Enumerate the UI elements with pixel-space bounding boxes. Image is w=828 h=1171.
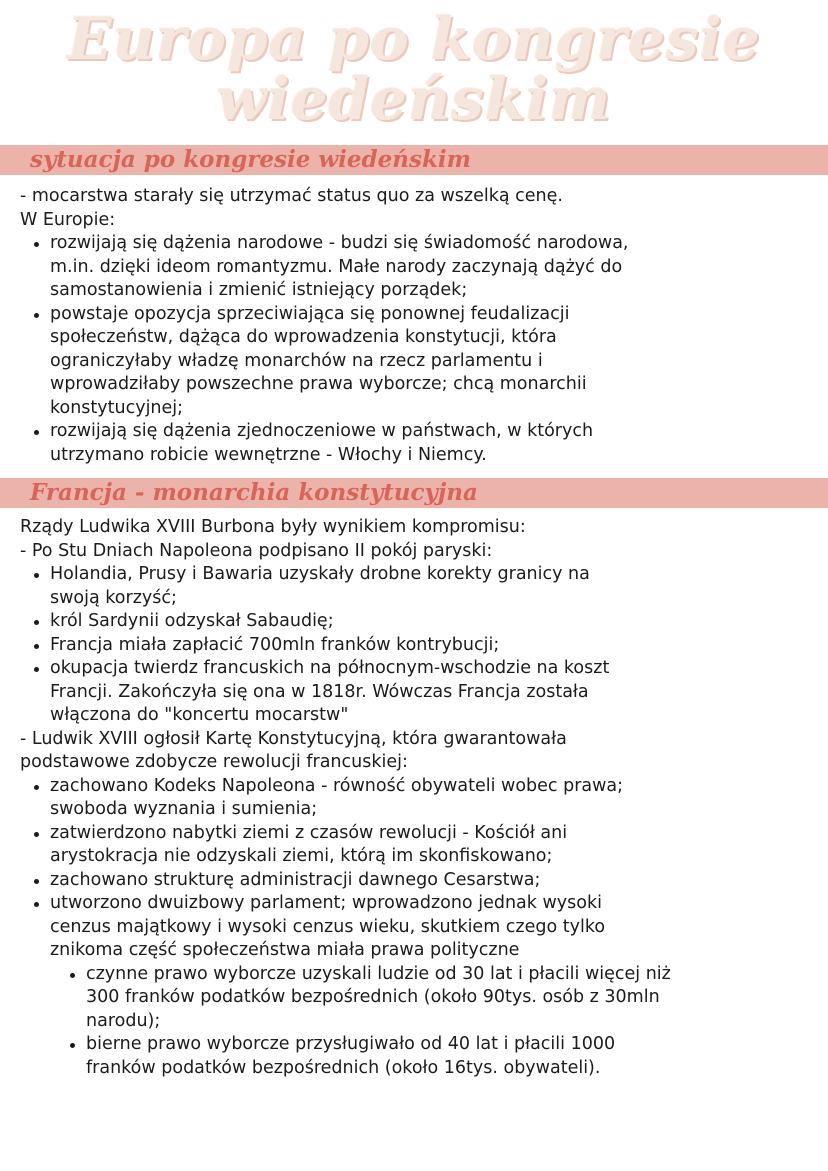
list-item-line: ograniczyłaby władzę monarchów na rzecz parlamentu i [50,350,543,371]
list-item [32,822,820,869]
list-item-line: Francja miała zapłacić 700mln franków kontrybucji; [50,634,500,655]
section-heading: Francja - monarchia konstytucyjna [30,479,478,506]
section-heading-band [0,145,828,175]
list-item [32,892,820,963]
list-item-line: cenzus majątkowy i wysoki cenzus wieku, skutkiem czego tylko [50,916,606,937]
list-item [32,420,820,467]
list-item-line: zachowano Kodeks Napoleona - równość obywateli wobec prawa; [50,775,624,796]
list-item-line: utworzono dwuizbowy parlament; wprowadzono jednak wysoki [50,893,602,913]
list-item-line: samostanowienia i zmienić istniejący porządek; [50,280,468,300]
paragraph-line: - mocarstwa starały się utrzymać status quo za wszelką cenę. [20,186,563,206]
list-item-line: narodu); [86,1010,161,1031]
list-item [32,610,820,634]
paragraph-line: - Po Stu Dniach Napoleona podpisano II pokój paryski: [20,540,493,561]
list-item-line: społeczeństw, dążąca do wprowadzenia konstytucji, która [50,327,557,347]
list-item-line: Holandia, Prusy i Bawaria uzyskały drobne korekty granicy na [50,564,590,584]
list-item-line: 300 franków podatków bezpośrednich (około 90tys. osób z 30mln [86,987,660,1007]
section-body [20,516,820,1080]
bullet-list [32,232,820,467]
list-item-line: swoboda wyznania i sumienia; [50,799,318,819]
list-item-line: konstytucyjnej; [50,397,184,418]
paragraph-line: W Europie: [20,209,116,230]
list-item-line: zachowano strukturę administracji dawnego Cesarstwa; [50,869,541,890]
bullet-list [32,775,820,963]
list-item-line: znikoma część społeczeństwa miała prawa polityczne [50,940,520,960]
paragraph-line: Rządy Ludwika XVIII Burbona były wynikiem kompromisu: [20,517,526,537]
list-item-line: utrzymano robicie wewnętrzne - Włochy i Niemcy. [50,444,487,465]
list-item-line: wprowadziłaby powszechne prawa wyborcze; chcą monarchii [50,374,587,394]
sub-list-item [64,1033,820,1080]
sub-bullet-list [64,963,820,1081]
page-title-line-1: Europa po kongresie [67,5,761,73]
list-item-line: okupacja twierdz francuskich na północnym-wschodzie na koszt [50,658,610,678]
section-body [20,185,820,467]
list-item [32,563,820,610]
list-item [32,232,820,303]
page-title-line-2: wiedeńskim [216,65,612,133]
list-item [32,869,820,893]
list-item-line: m.in. dzięki ideom romantyzmu. Małe narody zaczynają dążyć do [50,256,623,277]
list-item-line: rozwijają się dążenia zjednoczeniowe w państwach, w których [50,421,594,441]
list-item-line: czynne prawo wyborcze uzyskali ludzie od 30 lat i płacili więcej niż [86,963,671,984]
list-item-line: arystokracja nie odzyskali ziemi, którą im skonfiskowano; [50,846,553,866]
list-item [32,303,820,421]
list-item-line: król Sardynii odzyskał Sabaudię; [50,611,334,631]
sub-list-item [64,963,820,1034]
list-item-line: powstaje opozycja sprzeciwiająca się ponownej feudalizacji [50,303,570,324]
list-item [32,657,820,728]
list-item-line: franków podatków bezpośrednich (około 16tys. obywateli). [86,1057,601,1078]
list-item [32,775,820,822]
list-item-line: bierne prawo wyborcze przysługiwało od 40 lat i płacili 1000 [86,1034,616,1054]
list-item [32,634,820,658]
paragraph-line: podstawowe zdobycze rewolucji francuskiej: [20,752,408,772]
list-item-line: zatwierdzono nabytki ziemi z czasów rewolucji - Kościół ani [50,822,568,843]
list-item-line: Francji. Zakończyła się ona w 1818r. Wówczas Francja została [50,681,589,702]
list-item-line: rozwijają się dążenia narodowe - budzi się świadomość narodowa, [50,233,629,253]
section-heading-band [0,478,828,508]
list-item-line: włączona do "koncertu mocarstw" [50,705,349,725]
bullet-list [32,563,820,728]
list-item-line: swoją korzyść; [50,587,177,608]
paragraph-line: - Ludwik XVIII ogłosił Kartę Konstytucyjną, która gwarantowała [20,728,567,749]
section-heading: sytuacja po kongresie wiedeńskim [30,146,471,173]
